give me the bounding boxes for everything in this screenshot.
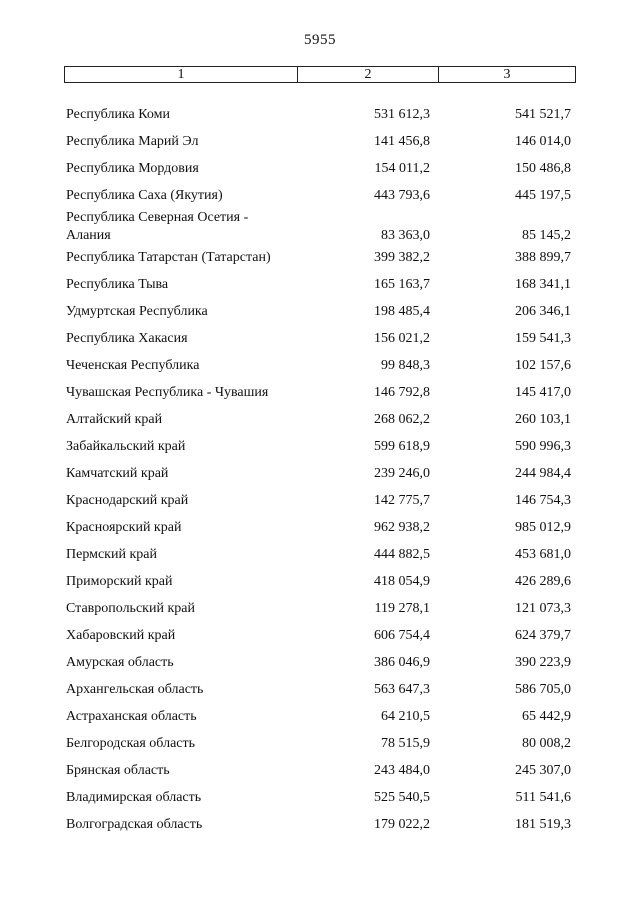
value-col-3: 445 197,5	[515, 188, 571, 203]
header-col-3: 3	[503, 67, 511, 82]
region-name: Брянская область	[66, 763, 170, 778]
region-name: Хабаровский край	[66, 628, 176, 643]
value-col-3: 590 996,3	[515, 439, 571, 454]
region-name: Белгородская область	[66, 736, 196, 751]
value-col-3: 85 145,2	[522, 228, 571, 243]
value-col-2: 83 363,0	[381, 228, 430, 243]
value-col-3: 388 899,7	[515, 250, 571, 265]
region-name: Архангельская область	[66, 682, 204, 697]
value-col-2: 119 278,1	[374, 601, 430, 616]
value-col-2: 386 046,9	[374, 655, 430, 670]
value-col-3: 624 379,7	[515, 628, 571, 643]
value-col-3: 985 012,9	[515, 520, 571, 535]
value-col-3: 260 103,1	[515, 412, 571, 427]
value-col-3: 541 521,7	[515, 107, 571, 122]
header-col-2: 2	[298, 67, 439, 82]
value-col-2: 399 382,2	[374, 250, 430, 265]
value-col-2: 156 021,2	[374, 331, 430, 346]
value-col-2: 64 210,5	[381, 709, 430, 724]
value-col-3: 150 486,8	[515, 161, 571, 176]
value-col-3: 146 754,3	[515, 493, 571, 508]
page-number: 5955	[304, 32, 336, 48]
region-name: Амурская область	[66, 655, 174, 670]
value-col-3: 102 157,6	[515, 358, 571, 373]
value-col-2: 239 246,0	[374, 466, 430, 481]
value-col-3: 168 341,1	[515, 277, 571, 292]
value-col-2: 962 938,2	[374, 520, 430, 535]
region-name: Камчатский край	[66, 466, 169, 481]
value-col-3: 511 541,6	[515, 790, 571, 805]
value-col-3: 245 307,0	[515, 763, 571, 778]
value-col-2: 146 792,8	[374, 385, 430, 400]
region-name: Удмуртская Республика	[66, 304, 208, 319]
region-name: Приморский край	[66, 574, 173, 589]
region-name: Республика Татарстан (Татарстан)	[66, 250, 271, 265]
value-col-2: 243 484,0	[374, 763, 430, 778]
region-name: Волгоградская область	[66, 817, 203, 832]
value-col-2: 99 848,3	[381, 358, 430, 373]
value-col-2: 154 011,2	[374, 161, 430, 176]
region-name: Республика Хакасия	[66, 331, 188, 346]
value-col-2: 141 456,8	[374, 134, 430, 149]
region-name: Астраханская область	[66, 709, 197, 724]
region-name: Республика Коми	[66, 107, 170, 122]
value-col-3: 159 541,3	[515, 331, 571, 346]
region-name: Алтайский край	[66, 412, 163, 427]
value-col-3: 586 705,0	[515, 682, 571, 697]
region-name-line-1: Республика Северная Осетия -	[66, 210, 249, 225]
region-name: Забайкальский край	[66, 439, 186, 454]
value-col-2: 268 062,2	[374, 412, 430, 427]
value-col-2: 444 882,5	[374, 547, 430, 562]
region-name: Чеченская Республика	[66, 358, 200, 373]
region-name: Краснодарский край	[66, 493, 189, 508]
value-col-3: 146 014,0	[515, 134, 571, 149]
value-col-2: 179 022,2	[374, 817, 430, 832]
region-name: Республика Мордовия	[66, 161, 199, 176]
value-col-3: 121 073,3	[515, 601, 571, 616]
header-col-1: 1	[65, 67, 298, 82]
value-col-3: 244 984,4	[515, 466, 571, 481]
value-col-2: 525 540,5	[374, 790, 430, 805]
region-name: Пермский край	[66, 547, 157, 562]
region-name: Владимирская область	[66, 790, 202, 805]
value-col-3: 390 223,9	[515, 655, 571, 670]
region-name-line-2: Алания	[66, 228, 111, 243]
region-name: Республика Саха (Якутия)	[66, 188, 223, 203]
region-name: Республика Марий Эл	[66, 134, 199, 149]
region-name: Красноярский край	[66, 520, 182, 535]
value-col-2: 142 775,7	[374, 493, 430, 508]
value-col-3: 426 289,6	[515, 574, 571, 589]
value-col-2: 599 618,9	[374, 439, 430, 454]
value-col-2: 78 515,9	[381, 736, 430, 751]
value-col-3: 80 008,2	[522, 736, 571, 751]
region-name: Чувашская Республика - Чувашия	[66, 385, 269, 400]
value-col-3: 65 442,9	[522, 709, 571, 724]
region-name: Республика Тыва	[66, 277, 169, 292]
value-col-3: 145 417,0	[515, 385, 571, 400]
value-col-2: 606 754,4	[374, 628, 430, 643]
value-col-2: 563 647,3	[374, 682, 430, 697]
value-col-3: 206 346,1	[515, 304, 571, 319]
region-name: Ставропольский край	[66, 601, 195, 616]
value-col-2: 165 163,7	[374, 277, 430, 292]
table-row	[0, 210, 640, 246]
value-col-2: 418 054,9	[374, 574, 430, 589]
value-col-2: 531 612,3	[374, 107, 430, 122]
value-col-2: 198 485,4	[374, 304, 430, 319]
value-col-3: 181 519,3	[515, 817, 571, 832]
value-col-2: 443 793,6	[374, 188, 430, 203]
value-col-3: 453 681,0	[515, 547, 571, 562]
